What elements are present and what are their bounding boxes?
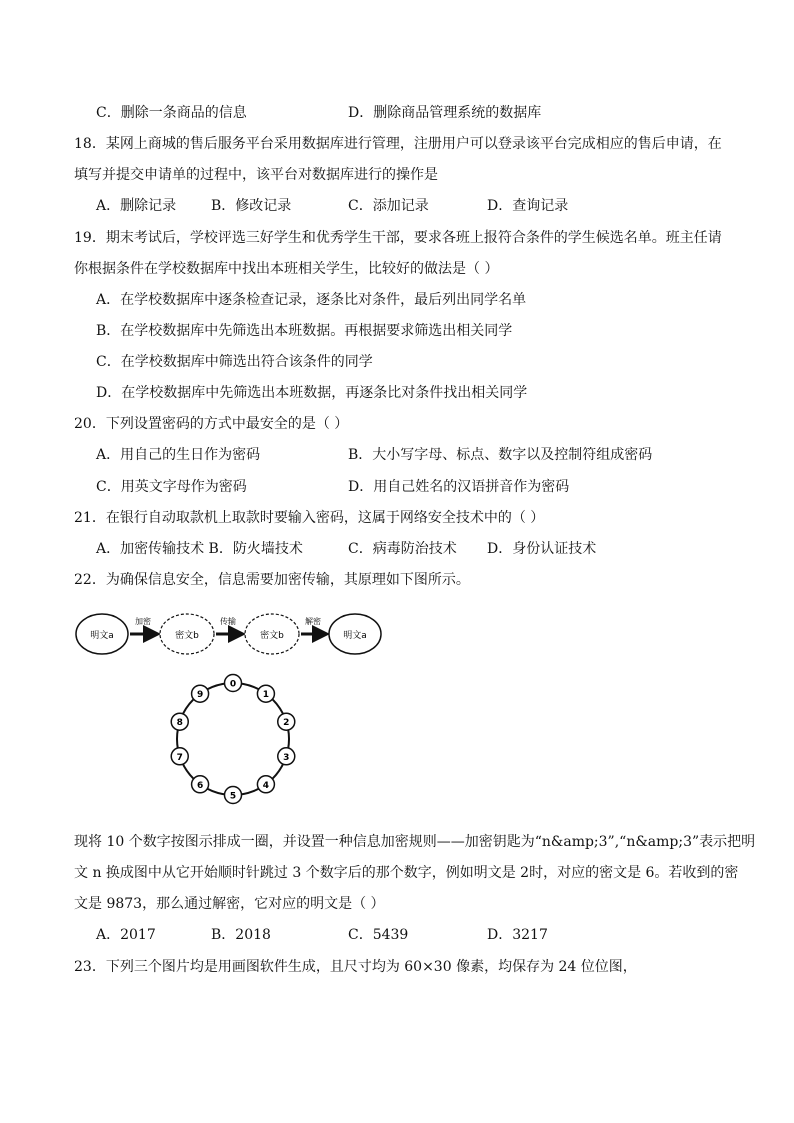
- flow-node2-label: 密文b: [175, 631, 199, 641]
- ring-digit-node: [278, 748, 295, 765]
- flow-node3-label: 密文b: [260, 631, 284, 641]
- ring-digit-label: 6: [196, 780, 204, 791]
- q20-option-d: D．用自己姓名的汉语拼音作为密码: [348, 479, 570, 495]
- q22-text-line3: 文是 9873，那么通过解密，它对应的明文是（ ）: [74, 896, 385, 912]
- ring-digit-node: [278, 713, 295, 730]
- ring-digit-label: 3: [283, 752, 290, 763]
- q18-option-b: B．修改记录: [211, 198, 292, 214]
- q20-option-b: B．大小写字母、标点、数字以及控制符组成密码: [348, 447, 653, 463]
- q20-option-a: A．用自己的生日作为密码: [96, 447, 261, 463]
- ring-digit-node: [171, 748, 188, 765]
- q22-stem: 22．为确保信息安全，信息需要加密传输，其原理如下图所示。: [74, 572, 470, 588]
- ring-digit-node: [225, 787, 242, 804]
- q22-option-a: A．2017: [96, 927, 156, 943]
- flow-arrow1-label: 加密: [135, 617, 151, 626]
- digit-ring-diagram: [160, 668, 310, 810]
- q21-option-ab: A．加密传输技术 B．防火墙技术: [96, 541, 303, 557]
- q19-stem-line2: 你根据条件在学校数据库中找出本班相关学生，比较好的做法是（ ）: [74, 261, 499, 277]
- q18-option-a: A．删除记录: [96, 198, 177, 214]
- ring-digit-node: [192, 776, 209, 793]
- q18-stem-line2: 填写并提交申请单的过程中，该平台对数据库进行的操作是: [74, 167, 438, 183]
- flow-arrow3-label: 解密: [305, 617, 321, 626]
- ring-digit-label: 5: [229, 791, 237, 802]
- flow-arrow2-label: 传输: [220, 617, 236, 626]
- q23-stem: 23．下列三个图片均是用画图软件生成，且尺寸均为 60×30 像素，均保存为 24 位位图，: [74, 959, 637, 975]
- q19-option-c: C．在学校数据库中筛选出符合该条件的同学: [96, 354, 373, 370]
- ring-digit-node: [171, 713, 188, 730]
- q22-option-c: C．5439: [348, 927, 409, 943]
- q19-option-b: B．在学校数据库中先筛选出本班数据。再根据要求筛选出相关同学: [96, 323, 513, 339]
- q22-option-d: D．3217: [487, 927, 548, 943]
- ring-digit-label: 0: [229, 679, 237, 690]
- flow-node4-label: 明文a: [343, 631, 367, 641]
- q19-option-d: D．在学校数据库中先筛选出本班数据，再逐条比对条件找出相关同学: [96, 385, 528, 401]
- ring-digit-label: 8: [176, 718, 183, 729]
- encryption-flow-diagram: [74, 606, 394, 666]
- ring-digit-label: 9: [196, 690, 204, 701]
- q19-option-a: A．在学校数据库中逐条检查记录，逐条比对条件，最后列出同学名单: [96, 292, 527, 308]
- ring-digit-node: [225, 675, 242, 692]
- q22-option-b: B．2018: [211, 927, 271, 943]
- ring-digit-node: [257, 685, 274, 702]
- q18-option-d: D．查询记录: [487, 198, 569, 214]
- q20-option-c: C．用英文字母作为密码: [96, 479, 247, 495]
- q18-option-c: C．添加记录: [348, 198, 429, 214]
- ring-digit-label: 4: [262, 780, 270, 791]
- q22-text-line1: 现将 10 个数字按图示排成一圈，并设置一种信息加密规则——加密钥匙为“n&amp;3”,“n&amp;3”表示把明: [74, 834, 756, 850]
- q17-option-c: C．删除一条商品的信息: [96, 105, 247, 121]
- q20-stem: 20．下列设置密码的方式中最安全的是（ ）: [74, 416, 349, 432]
- ring-digit-label: 1: [262, 690, 270, 701]
- q21-stem: 21．在银行自动取款机上取款时要输入密码，这属于网络安全技术中的（ ）: [74, 510, 545, 526]
- ring-digit-node: [257, 776, 274, 793]
- ring-digit-label: 7: [176, 752, 183, 763]
- q22-text-line2: 文 n 换成图中从它开始顺时针跳过 3 个数字后的那个数字，例如明文是 2时，对应的密文是 6。若收到的密: [74, 865, 739, 881]
- q18-stem-line1: 18．某网上商城的售后服务平台采用数据库进行管理，注册用户可以登录该平台完成相应的售后申请，在: [74, 136, 722, 152]
- q17-option-d: D．删除商品管理系统的数据库: [348, 105, 542, 121]
- q21-option-d: D．身份认证技术: [487, 541, 597, 557]
- ring-digit-node: [192, 685, 209, 702]
- ring-digit-label: 2: [283, 718, 290, 729]
- flow-node1-label: 明文a: [90, 631, 114, 641]
- q19-stem-line1: 19．期末考试后，学校评选三好学生和优秀学生干部，要求各班上报符合条件的学生候选名单。班主任请: [74, 230, 722, 246]
- q21-option-c: C．病毒防治技术: [348, 541, 457, 557]
